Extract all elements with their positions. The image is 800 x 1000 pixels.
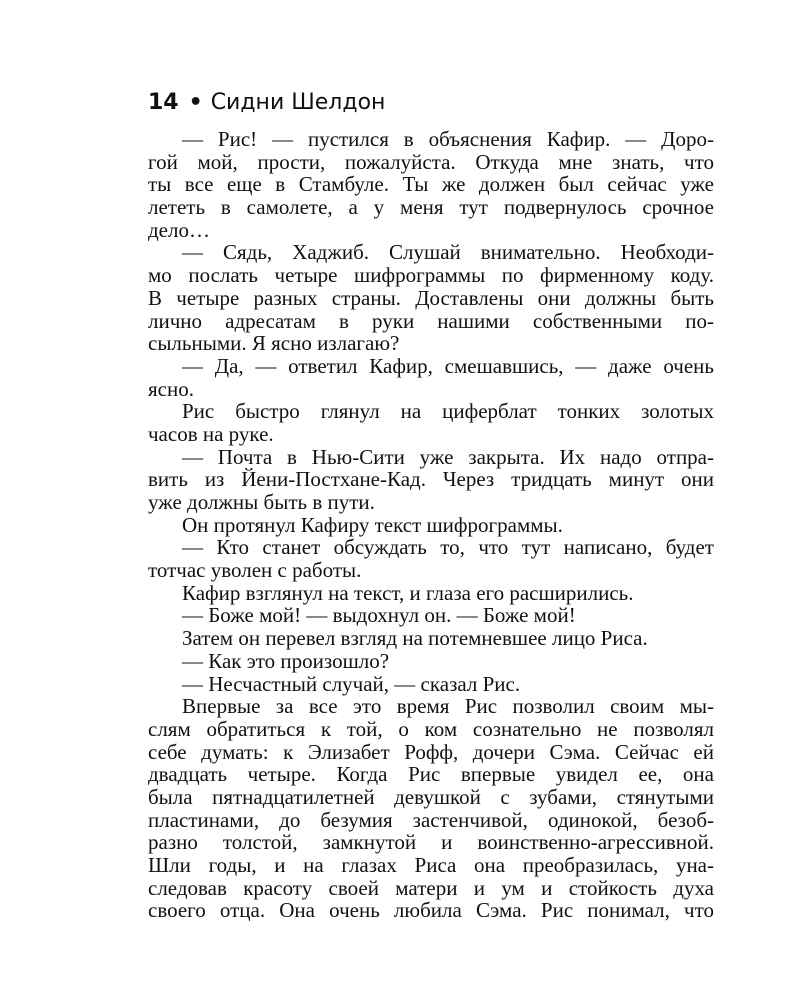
text-line: — Да, — ответил Кафир, смешавшись, — даже очень [182,353,714,378]
text-line: уже должны быть в пути. [148,490,375,514]
text-line: — Кто станет обсуждать то, что тут написано, будет [182,535,714,560]
text-line: мо послать четыре шифрограммы по фирменному коду. [148,263,714,288]
text-line: — Сядь, Хаджиб. Слушай внимательно. Необходи- [182,240,714,265]
text-line: лично адресатам в руки нашими собственными по- [148,308,714,333]
text-line: Кафир взглянул на текст, и глаза его расширились. [182,580,634,605]
text-line: слям обратиться к той, о ком сознательно не позволял [148,716,714,741]
body-text [148,128,714,922]
text-line: В четыре разных страны. Доставлены они должны быть [148,285,714,310]
text-line: дело… [148,217,210,242]
text-line: часов на руке. [148,421,274,446]
page-number: 14 [148,90,179,115]
text-line: лететь в самолете, а у меня тут подвернулось срочное [148,195,714,220]
text-line: была пятнадцатилетней девушкой с зубами, стянутыми [148,784,714,809]
text-line: Рис быстро глянул на циферблат тонких золотых [182,399,714,424]
text-line: гой мой, прости, пожалуйста. Откуда мне знать, что [148,149,714,174]
running-head [148,88,385,118]
text-line: — Как это произошло? [182,648,390,673]
text-line: себе думать: к Элизабет Рофф, дочери Сэма. Сейчас ей [148,739,714,764]
text-line: — Несчастный случай, — сказал Рис. [182,671,521,696]
text-line: своего отца. Она очень любила Сэма. Рис понимал, что [148,898,714,923]
text-line: Он протянул Кафиру текст шифрограммы. [182,512,563,537]
text-line: — Рис! — пустился в объяснения Кафир. — Доро- [182,127,714,151]
text-line: — Почта в Нью-Сити уже закрыта. Их надо отпра- [182,444,714,469]
text-line: пластинами, до безумия застенчивой, одинокой, безоб- [148,807,714,832]
text-line: ты все еще в Стамбуле. Ты же должен был сейчас уже [148,172,714,197]
text-line: Впервые за все это время Рис позволил своим мы- [182,694,714,719]
text-line: Затем он перевел взгляд на потемневшее лицо Риса. [182,626,648,651]
text-line: Шли годы, и на глазах Риса она преобразилась, уна- [148,853,714,877]
text-line: двадцать четыре. Когда Рис впервые увидел ее, она [148,762,714,787]
text-line: разно толстой, замкнутой и воинственно-агрессивной. [148,830,714,855]
text-line: следовав красоту своей матери и ум и стойкость духа [148,875,714,900]
text-line: ясно. [148,376,194,401]
text-line: тотчас уволен с работы. [148,558,362,583]
text-line: вить из Йени-Постхане-Кад. Через тридцать минут они [148,467,714,492]
author-name: Сидни Шелдон [210,90,386,115]
text-line: сыльными. Я ясно излагаю? [148,331,400,356]
separator-bullet: • [188,90,203,115]
text-line: — Боже мой! — выдохнул он. — Боже мой! [182,603,576,628]
